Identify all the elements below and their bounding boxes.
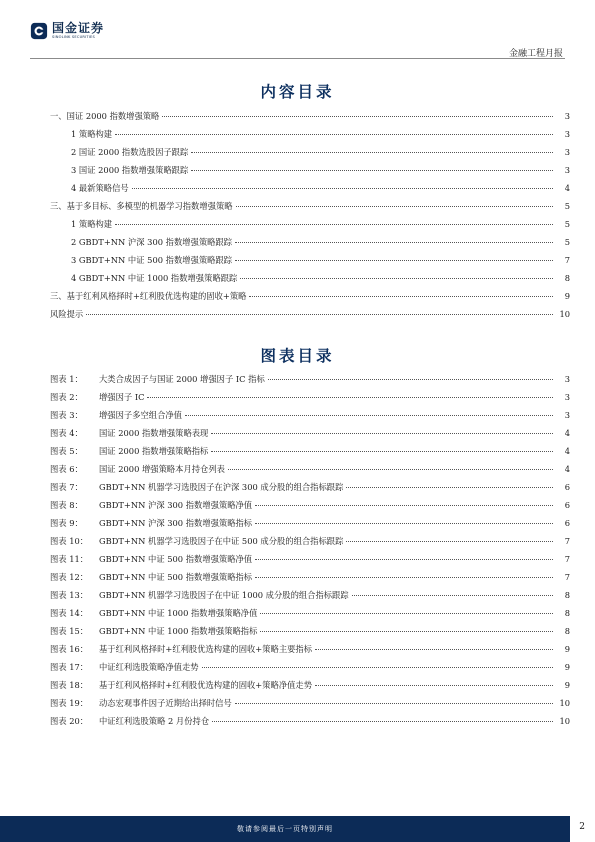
figure-entry-label xyxy=(50,694,232,712)
contents-entry[interactable] xyxy=(50,143,570,161)
figure-entry-number: 图表 14： xyxy=(50,608,89,618)
contents-entry-page: 10 xyxy=(559,309,570,319)
figure-entry-title: GBDT+NN 沪深 300 指数增强策略净值 xyxy=(99,500,253,510)
contents-entry-page: 3 xyxy=(564,111,570,121)
contents-entry-label: 3 GBDT+NN 中证 500 指数增强策略跟踪 xyxy=(71,255,233,265)
figure-entry[interactable] xyxy=(50,604,570,622)
contents-entry[interactable] xyxy=(50,125,570,143)
figure-entry-page: 10 xyxy=(559,716,570,726)
figure-entry-title: 中证红利选股策略净值走势 xyxy=(99,662,199,672)
figure-entry-page: 3 xyxy=(564,374,570,384)
figure-entry-page: 9 xyxy=(564,680,570,690)
contents-entry[interactable] xyxy=(50,161,570,179)
contents-entry-label: 2 GBDT+NN 沪深 300 指数增强策略跟踪 xyxy=(71,237,233,247)
figure-entry-label xyxy=(50,478,343,496)
figure-entry-page: 4 xyxy=(564,446,570,456)
figure-entry-page: 7 xyxy=(564,554,570,564)
figure-entry[interactable] xyxy=(50,370,570,388)
contents-entry-page: 7 xyxy=(564,255,570,265)
figure-entry-number: 图表 10： xyxy=(50,536,89,546)
figure-entry-number: 图表 8： xyxy=(50,500,83,510)
figure-entry-label xyxy=(50,568,252,586)
figure-entry-label xyxy=(50,388,144,406)
figure-entry-title: GBDT+NN 机器学习选股因子在中证 500 成分股的组合指标跟踪 xyxy=(99,536,344,546)
dot-leader xyxy=(228,459,553,470)
figure-entry-title: 中证红利选股策略 2 月份持仓 xyxy=(99,716,210,726)
figure-entry-page: 7 xyxy=(564,536,570,546)
figure-entry-page: 6 xyxy=(564,482,570,492)
footer-disclaimer: 敬请参阅最后一页特别声明 xyxy=(237,825,333,833)
logo-chinese-name: 国金证券 xyxy=(52,21,105,36)
figure-entry-page: 9 xyxy=(564,644,570,654)
dot-leader xyxy=(191,142,553,153)
contents-entry-label: 4 最新策略信号 xyxy=(71,183,129,193)
contents-entry[interactable] xyxy=(50,233,570,251)
contents-entry-page: 4 xyxy=(564,183,570,193)
figure-entry-title: GBDT+NN 沪深 300 指数增强策略指标 xyxy=(99,518,253,528)
contents-entry-page: 3 xyxy=(564,165,570,175)
dot-leader xyxy=(255,549,553,560)
contents-entry-label: 风险提示 xyxy=(50,309,84,319)
contents-entry-label: 3 国证 2000 指数增强策略跟踪 xyxy=(71,165,189,175)
dot-leader xyxy=(260,621,553,632)
figure-entry-page: 3 xyxy=(564,410,570,420)
dot-leader xyxy=(236,196,553,207)
contents-entry-label: 1 策略构建 xyxy=(71,219,113,229)
page-header xyxy=(0,0,595,60)
contents-entry-page: 3 xyxy=(564,147,570,157)
figure-entry-page: 4 xyxy=(564,428,570,438)
figure-entry-number: 图表 12： xyxy=(50,572,89,582)
contents-list xyxy=(50,107,570,323)
contents-entry-label: 2 国证 2000 指数选股因子跟踪 xyxy=(71,147,189,157)
contents-entry[interactable] xyxy=(50,215,570,233)
figure-entry-title: GBDT+NN 中证 1000 指数增强策略指标 xyxy=(99,626,258,636)
sinolink-logo-icon xyxy=(30,22,48,40)
figure-entry[interactable] xyxy=(50,640,570,658)
contents-entry-page: 3 xyxy=(564,129,570,139)
contents-title: 内容目录 xyxy=(260,82,335,101)
contents-entry-page: 5 xyxy=(564,219,570,229)
figure-entry-number: 图表 11： xyxy=(50,554,89,564)
figure-entry-label xyxy=(50,424,208,442)
page-number: 2 xyxy=(579,822,585,832)
logo-english-name: SINOLINK SECURITIES xyxy=(52,35,95,40)
figure-entry[interactable] xyxy=(50,514,570,532)
company-logo xyxy=(30,22,104,40)
footer-bar xyxy=(0,816,570,842)
dot-leader xyxy=(115,124,553,135)
figure-entry-number: 图表 19： xyxy=(50,698,89,708)
contents-entry[interactable] xyxy=(50,305,570,323)
figure-entry[interactable] xyxy=(50,424,570,442)
dot-leader xyxy=(315,639,553,650)
figure-entry[interactable] xyxy=(50,460,570,478)
figure-entry[interactable] xyxy=(50,712,570,730)
figure-entry-number: 图表 3： xyxy=(50,410,83,420)
figure-entry-number: 图表 16： xyxy=(50,644,89,654)
dot-leader xyxy=(255,567,553,578)
dot-leader xyxy=(212,711,553,722)
dot-leader xyxy=(211,441,553,452)
figure-entry-label xyxy=(50,460,225,478)
figure-entry-number: 图表 18： xyxy=(50,680,89,690)
dot-leader xyxy=(115,214,553,225)
figure-entry[interactable] xyxy=(50,676,570,694)
figure-entry-number: 图表 1： xyxy=(50,374,83,384)
figure-entry-page: 4 xyxy=(564,464,570,474)
figure-entry[interactable] xyxy=(50,532,570,550)
dot-leader xyxy=(315,675,553,686)
figure-entry-title: 国证 2000 增强策略本月持仓列表 xyxy=(99,464,225,474)
dot-leader xyxy=(162,106,553,117)
figure-entry-title: 国证 2000 指数增强策略指标 xyxy=(99,446,209,456)
figure-entry-title: GBDT+NN 中证 1000 指数增强策略净值 xyxy=(99,608,258,618)
figure-entry-title: GBDT+NN 中证 500 指数增强策略指标 xyxy=(99,572,253,582)
contents-entry-label: 三、基于红利风格择时+红利股优选构建的固收+策略 xyxy=(50,291,247,301)
contents-entry-label: 4 GBDT+NN 中证 1000 指数增强策略跟踪 xyxy=(71,273,238,283)
contents-entry[interactable] xyxy=(50,179,570,197)
figure-entry-page: 9 xyxy=(564,662,570,672)
contents-entry-page: 5 xyxy=(564,201,570,211)
dot-leader xyxy=(249,286,553,297)
figure-entry-title: GBDT+NN 机器学习选股因子在沪深 300 成分股的组合指标跟踪 xyxy=(99,482,344,492)
figure-entry-number: 图表 15： xyxy=(50,626,89,636)
figure-entry-number: 图表 20： xyxy=(50,716,89,726)
figure-entry[interactable] xyxy=(50,388,570,406)
figure-entry-label xyxy=(50,442,208,460)
figure-entry-title: 基于红利风格择时+红利股优选构建的固收+策略主要指标 xyxy=(99,644,313,654)
dot-leader xyxy=(235,232,553,243)
figure-entry-page: 6 xyxy=(564,500,570,510)
contents-entry-label: 三、基于多目标、多模型的机器学习指数增强策略 xyxy=(50,201,233,211)
figure-entry-title: 大类合成因子与国证 2000 增强因子 IC 指标 xyxy=(99,374,265,384)
figure-entry-page: 8 xyxy=(564,608,570,618)
contents-entry-page: 5 xyxy=(564,237,570,247)
figure-entry-page: 8 xyxy=(564,626,570,636)
figure-entry[interactable] xyxy=(50,694,570,712)
contents-entry-page: 8 xyxy=(564,273,570,283)
figure-entry-number: 图表 5： xyxy=(50,446,83,456)
figure-entry-page: 10 xyxy=(559,698,570,708)
figure-entry[interactable] xyxy=(50,442,570,460)
dot-leader xyxy=(132,178,553,189)
dot-leader xyxy=(191,160,553,171)
dot-leader xyxy=(255,513,553,524)
contents-entry[interactable] xyxy=(50,107,570,125)
figures-title: 图表目录 xyxy=(260,346,335,365)
figure-entry-number: 图表 4： xyxy=(50,428,83,438)
contents-entry[interactable] xyxy=(50,287,570,305)
figure-entry-page: 3 xyxy=(564,392,570,402)
figure-entry-title: 动态宏观事件因子近期给出择时信号 xyxy=(99,698,232,708)
figure-entry[interactable] xyxy=(50,496,570,514)
figure-entry[interactable] xyxy=(50,478,570,496)
figure-entry-label xyxy=(50,496,252,514)
figure-entry-page: 6 xyxy=(564,518,570,528)
figure-entry-number: 图表 9： xyxy=(50,518,83,528)
contents-entry[interactable] xyxy=(50,269,570,287)
dot-leader xyxy=(185,405,553,416)
contents-entry-label: 1 策略构建 xyxy=(71,129,113,139)
dot-leader xyxy=(240,268,553,279)
dot-leader xyxy=(268,369,553,380)
figure-entry-label xyxy=(50,532,343,550)
figure-entry[interactable] xyxy=(50,568,570,586)
dot-leader xyxy=(235,693,553,704)
figure-entry-label xyxy=(50,586,349,604)
figure-entry-title: 增强因子 IC xyxy=(99,392,145,402)
dot-leader xyxy=(235,250,553,261)
figure-entry-page: 8 xyxy=(564,590,570,600)
figure-entry[interactable] xyxy=(50,406,570,424)
figure-entry-page: 7 xyxy=(564,572,570,582)
figure-entry-label xyxy=(50,550,252,568)
figure-entry-title: 国证 2000 指数增强策略表现 xyxy=(99,428,209,438)
figure-entry-title: GBDT+NN 中证 500 指数增强策略净值 xyxy=(99,554,253,564)
figure-entry-number: 图表 7： xyxy=(50,482,83,492)
report-type-label: 金融工程月报 xyxy=(508,49,563,59)
figure-entry[interactable] xyxy=(50,586,570,604)
figure-entry-label xyxy=(50,640,312,658)
figure-entry-label xyxy=(50,514,252,532)
dot-leader xyxy=(346,531,553,542)
header-divider xyxy=(30,58,565,59)
figure-entry-label xyxy=(50,622,257,640)
figure-entry-label xyxy=(50,604,257,622)
dot-leader xyxy=(211,423,553,434)
figure-entry[interactable] xyxy=(50,550,570,568)
dot-leader xyxy=(147,387,553,398)
figure-entry-title: 基于红利风格择时+红利股优选构建的固收+策略净值走势 xyxy=(99,680,313,690)
figure-entry-label xyxy=(50,712,209,730)
contents-entry-page: 9 xyxy=(564,291,570,301)
figure-entry-label xyxy=(50,370,265,388)
dot-leader xyxy=(352,585,553,596)
figure-entry-label xyxy=(50,676,312,694)
dot-leader xyxy=(86,304,553,315)
figure-entry[interactable] xyxy=(50,658,570,676)
figure-entry-number: 图表 2： xyxy=(50,392,83,402)
contents-entry-label: 一、国证 2000 指数增强策略 xyxy=(50,111,160,121)
dot-leader xyxy=(346,477,553,488)
figure-entry-number: 图表 13： xyxy=(50,590,89,600)
figure-entry-title: GBDT+NN 机器学习选股因子在中证 1000 成分股的组合指标跟踪 xyxy=(99,590,349,600)
figure-entry-label xyxy=(50,658,199,676)
contents-entry[interactable] xyxy=(50,197,570,215)
figure-entry[interactable] xyxy=(50,622,570,640)
dot-leader xyxy=(202,657,553,668)
figure-entry-number: 图表 6： xyxy=(50,464,83,474)
figure-entry-number: 图表 17： xyxy=(50,662,89,672)
dot-leader xyxy=(255,495,553,506)
dot-leader xyxy=(260,603,553,614)
figure-entry-title: 增强因子多空组合净值 xyxy=(99,410,182,420)
figure-entry-label xyxy=(50,406,182,424)
figures-list xyxy=(50,370,570,730)
contents-entry[interactable] xyxy=(50,251,570,269)
